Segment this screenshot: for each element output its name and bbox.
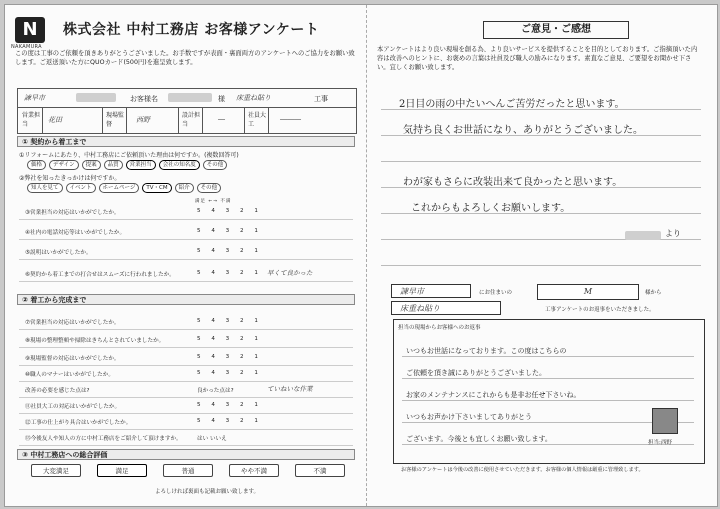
craft-value: ――― <box>280 115 301 123</box>
section-construction: ② 着工から完成まで <box>17 294 355 305</box>
scale-header: 満足 ←→ 不満 <box>195 199 232 204</box>
eval-very-satisfied[interactable]: 大変満足 <box>31 464 81 477</box>
staff-reply-line: ご依頼を頂き誠にありがとうございました。 <box>406 369 546 377</box>
reason-options <box>27 160 230 170</box>
question-row: ⑥契約から着工までの打合せはスムーズに行われましたか。 5 4 3 2 1 早くて良かった <box>19 267 353 282</box>
sales-label: 営業担当 <box>22 112 41 128</box>
comment-rule <box>381 265 701 266</box>
privacy-note: お客様のアンケートは今後の改善に使用させていただきます。お客様の個人情報は厳重に管理致します。 <box>401 467 644 473</box>
comments-title: ご意見・ご感想 <box>483 21 629 39</box>
eval-somewhat-dissatisfied[interactable]: やや不満 <box>229 464 279 477</box>
question-row: ⑤説明はいかがでしたか。 5 4 3 2 1 <box>19 245 353 260</box>
eval-satisfied[interactable]: 満足 <box>97 464 147 477</box>
comment-line: 気持ち良くお世話になり、ありがとうございました。 <box>403 125 643 136</box>
comment-line: わが家もさらに改装出来て良かったと思います。 <box>403 177 623 188</box>
logo-subtext: NAKAMURA <box>11 44 42 50</box>
option-proposal[interactable]: 提案 <box>82 160 101 170</box>
staff-photo <box>652 408 678 434</box>
question-row: ④社内の電話対応等はいかがでしたか。 5 4 3 2 1 <box>19 225 353 240</box>
option-reputation[interactable]: 会社の知名度 <box>159 160 200 170</box>
customer-initial: M <box>537 284 639 300</box>
reply-work: 床重ね貼り <box>391 301 501 315</box>
option-homepage[interactable]: ホームページ <box>99 183 140 193</box>
question-reason: ①リフォームにあたり、中村工務店にご依頼頂いた理由は何ですか。(複数回答可) <box>19 152 239 159</box>
staff-reply-line: いつもお世話になっております。この度はこちらの <box>406 347 567 355</box>
sales-value: 花田 <box>48 116 62 124</box>
design-label: 設計担当 <box>182 112 201 128</box>
comment-line: これからもよろしくお願いします。 <box>411 203 571 214</box>
name-suffix: 様 <box>218 95 225 103</box>
eval-dissatisfied[interactable]: 不満 <box>295 464 345 477</box>
question-row: ⑧現場の整理整頓や掃除はきちんとされていましたか。 5 4 3 2 1 <box>19 333 353 348</box>
option-saw[interactable]: 知人を見て <box>27 183 63 193</box>
staff-signature: 担当:西野 <box>648 440 672 446</box>
redacted-address <box>76 93 116 102</box>
info-row-staff <box>18 107 356 133</box>
overall-eval-options <box>31 464 351 478</box>
comments-intro: 本アンケートはより良い現場を創る為、より良いサービスを提供することを目的としております。ご指摘頂いた内容は改善へのヒントに、お褒めの言葉は社員及び職人の励みになります。素直なご意見、ご要望をお聞かせ下さい。宜しくお願い致します。 <box>377 46 698 71</box>
staff-reply-line: お家のメンテナンスにこれからも是非お任せ下さいね。 <box>406 391 581 399</box>
page-fold <box>366 5 367 506</box>
sama-label: 様から <box>645 290 662 296</box>
trigger-options <box>27 183 224 193</box>
back-page-note: よろしければ裏面も記載お願い致します。 <box>155 489 260 495</box>
option-trigger-other[interactable]: その他 <box>197 183 222 193</box>
city-value: 諫早市 <box>24 94 45 102</box>
customer-info-box <box>17 88 357 134</box>
question-trigger: ②弊社を知ったきっかけは何ですか。 <box>19 175 121 182</box>
comment-line: 2日目の雨の中たいへんご苦労だったと思います。 <box>399 99 625 110</box>
option-design[interactable]: デザイン <box>49 160 79 170</box>
reply-city: 諫早市 <box>391 284 471 298</box>
signoff-text: より <box>665 229 681 238</box>
eval-neutral[interactable]: 普通 <box>163 464 213 477</box>
work-label: 工事 <box>314 95 328 103</box>
work-value: 床重ね貼り <box>236 94 271 102</box>
site-label: 現場監督 <box>106 112 125 128</box>
site-value: 西野 <box>136 116 150 124</box>
question-row: ⑨現場監督の対応はいかがでしたか。 5 4 3 2 1 <box>19 351 353 366</box>
option-event[interactable]: イベント <box>66 183 96 193</box>
redacted-name <box>168 93 212 102</box>
question-row: ⑪社員大工の対応はいかがでしたか。 5 4 3 2 1 <box>19 399 353 414</box>
staff-reply-box <box>393 319 705 464</box>
survey-intro: この度は工事のご依頼を頂きありがとうございました。お手数ですが表面・裏面両方のアンケートへのご協力をお願い致します。ご返送頂いた方にQUOカード(500円)を進呈致します。 <box>15 50 355 66</box>
staff-reply-line: ございます。今後とも宜しくお願い致します。 <box>406 435 552 443</box>
residence-label: にお住まいの <box>479 290 513 296</box>
staff-reply-line: いつもお声かけ下さいましてありがとう <box>406 413 532 421</box>
question-row: ⑫工事の仕上がり具合はいかがでしたか。 5 4 3 2 1 <box>19 415 353 430</box>
company-logo: N <box>15 17 45 43</box>
question-row: ③営業担当の対応はいかがでしたか。 5 4 3 2 1 <box>19 205 353 220</box>
survey-sheet <box>4 4 718 507</box>
option-referral[interactable]: 紹介 <box>175 183 194 193</box>
question-row: ⑩職人のマナーはいかがでしたか。 5 4 3 2 1 <box>19 367 353 382</box>
reply-work-label: 工事アンケートのお返事をいただきました。 <box>545 307 655 313</box>
survey-title: 株式会社 中村工務店 お客様アンケート <box>63 22 320 38</box>
staff-reply-header: 担当の現場からお客様へのお返事 <box>398 325 481 331</box>
redacted-signature <box>625 231 661 240</box>
craft-label: 社員大工 <box>248 112 267 128</box>
option-tv[interactable]: TV・CM <box>142 183 171 193</box>
section-overall: ③ 中村工務店への総合評価 <box>17 449 355 460</box>
name-label: お客様名 <box>130 95 158 103</box>
question-row: ⑬今後友人や知人の方に中村工務店をご紹介して頂けますか。 はい いいえ <box>19 431 353 446</box>
info-row-top <box>18 89 356 108</box>
option-quality[interactable]: 品質 <box>104 160 123 170</box>
comment-rule <box>381 161 701 162</box>
section-contract: ① 契約から着工まで <box>17 136 355 147</box>
option-other[interactable]: その他 <box>203 160 228 170</box>
question-row: ⑦営業担当の対応はいかがでしたか。 5 4 3 2 1 <box>19 315 353 330</box>
option-price[interactable]: 価格 <box>27 160 46 170</box>
question-row: 改善の必要を感じた点は? 良かった点は? ていねいな作業 <box>19 383 353 398</box>
design-value: ― <box>218 115 225 123</box>
option-sales[interactable]: 営業担当 <box>126 160 156 170</box>
